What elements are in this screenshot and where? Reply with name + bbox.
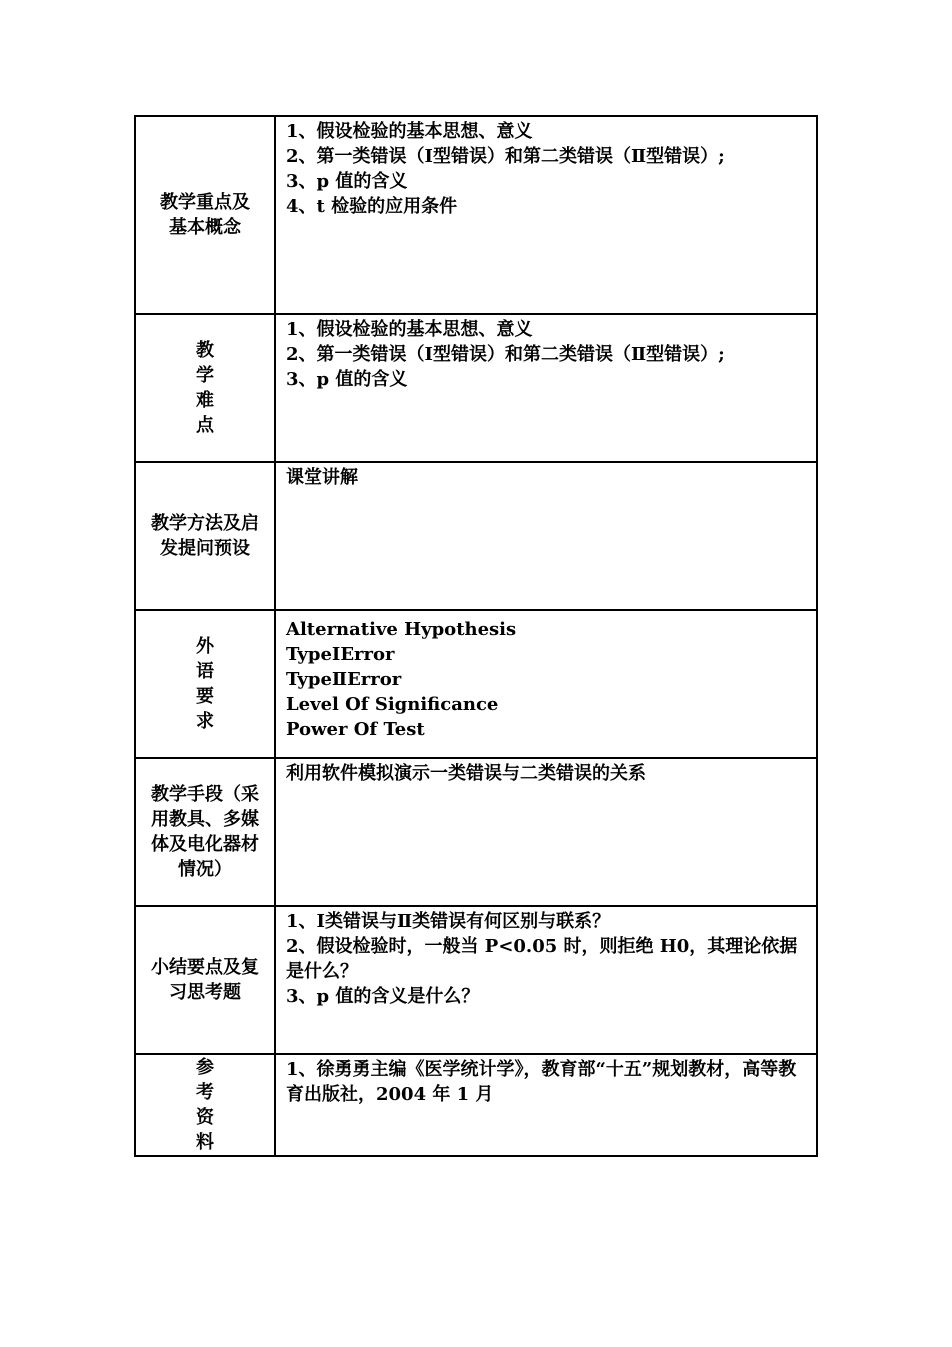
row-key-points <box>135 116 817 314</box>
row-teaching-method <box>135 462 817 610</box>
row-content <box>275 758 817 906</box>
content-line: 2、第一类错误（Ⅰ型错误）和第二类错误（Ⅱ型错误）; <box>286 344 725 365</box>
label-line: 点 <box>196 415 214 436</box>
label-line: 学 <box>196 365 214 386</box>
row-content <box>275 610 817 758</box>
content-line: 课堂讲解 <box>286 467 358 488</box>
label-line: 外 <box>196 636 214 657</box>
content-line: 3、p 值的含义 <box>286 369 408 390</box>
label-line: 体及电化器材 <box>151 834 259 855</box>
row-difficulties <box>135 314 817 462</box>
label-line: 料 <box>196 1132 214 1153</box>
content-line: 2、假设检验时，一般当 P<0.05 时，则拒绝 H0，其理论依据是什么？ <box>286 936 798 982</box>
label-line: 习思考题 <box>169 982 241 1003</box>
content-line: 1、徐勇勇主编《医学统计学》，教育部“十五”规划教材，高等教育出版社，2004 年 1 月 <box>286 1059 797 1105</box>
label-line: 求 <box>196 711 214 732</box>
content-line: Alternative Hypothesis <box>286 619 517 640</box>
row-teaching-means <box>135 758 817 906</box>
label-line: 资 <box>196 1107 214 1128</box>
row-label <box>135 758 275 906</box>
content-line: 1、假设检验的基本思想、意义 <box>286 121 533 142</box>
row-label <box>135 462 275 610</box>
row-content <box>275 314 817 462</box>
label-line: 教学重点及 <box>160 192 250 213</box>
label-line: 发提问预设 <box>160 538 250 559</box>
content-line: 2、第一类错误（Ⅰ型错误）和第二类错误（Ⅱ型错误）; <box>286 146 725 167</box>
row-label <box>135 314 275 462</box>
label-line: 情况） <box>178 859 232 880</box>
row-content <box>275 116 817 314</box>
label-line: 教学方法及启 <box>151 513 259 534</box>
content-line: TypeⅠError <box>286 644 395 665</box>
row-foreign-language <box>135 610 817 758</box>
label-line: 用教具、多媒 <box>151 809 259 830</box>
content-line: Power Of Test <box>286 719 425 740</box>
label-line: 难 <box>196 390 214 411</box>
content-line: 利用软件模拟演示一类错误与二类错误的关系 <box>286 763 646 784</box>
label-line: 基本概念 <box>169 217 241 238</box>
content-line: 4、t 检验的应用条件 <box>286 196 458 217</box>
row-summary-review <box>135 906 817 1054</box>
content-line: 3、p 值的含义 <box>286 171 408 192</box>
row-label <box>135 906 275 1054</box>
label-line: 小结要点及复 <box>151 957 259 978</box>
row-label <box>135 610 275 758</box>
label-line: 要 <box>196 686 214 707</box>
content-line: TypeⅡError <box>286 669 402 690</box>
label-line: 考 <box>196 1082 214 1103</box>
label-line: 参 <box>196 1057 214 1078</box>
label-line: 语 <box>196 661 214 682</box>
content-line: 1、Ⅰ类错误与Ⅱ类错误有何区别与联系？ <box>286 911 611 932</box>
lesson-plan-table <box>134 115 818 1157</box>
row-references <box>135 1054 817 1156</box>
row-content <box>275 462 817 610</box>
row-label <box>135 1054 275 1156</box>
label-line: 教 <box>196 340 214 361</box>
row-content <box>275 1054 817 1156</box>
content-line: 3、p 值的含义是什么？ <box>286 986 480 1007</box>
row-label <box>135 116 275 314</box>
label-line: 教学手段（采 <box>151 784 259 805</box>
content-line: 1、假设检验的基本思想、意义 <box>286 319 533 340</box>
row-content <box>275 906 817 1054</box>
content-line: Level Of Significance <box>286 694 499 715</box>
